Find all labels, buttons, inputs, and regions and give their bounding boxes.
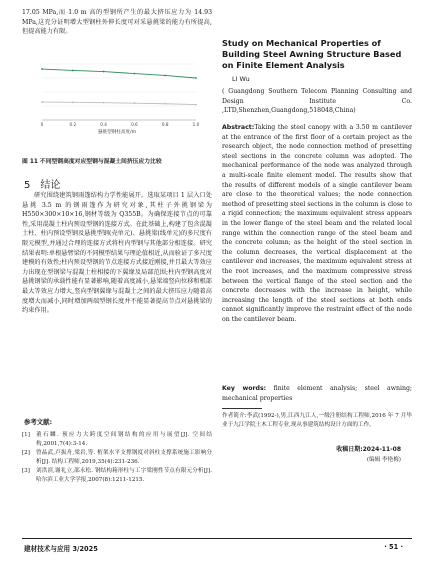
- abstract-text: Taking the steel canopy with a 3.50 m cantilever at the entrance of the first floor of a certain project as the research object, the node connection method of presetting steel sections in the concrete column was adopted. The mechanical performance of the node was analyzed through a multi-scale finite element model. The results show that the results of different models of a single cantilever beam are close to the theoretical values; the node connection method of presetting steel sections in the column is close to a rigid connection; the maximum equivalent stress appears in the lower flange of the steel beam and the related local range within the connection range of the steel beam and the concrete column; as the height of the steel section in the column decreases, the vertical displacement at the cantilever end increases, the maximum equivalent stress at the root increases, and the maximum compressive stress between the vertical flange of the steel section and the concrete decreases with the increase in height, while increasing the length of the steel sections at both ends cannot significantly improve the restraint effect of the node on the cantilever beam.: [222, 124, 412, 323]
- chart-x-ticks: [41, 122, 200, 127]
- footer-page-number: · 51 ·: [384, 543, 403, 551]
- references-list: [22, 431, 212, 486]
- x-tick-label: 0.2: [69, 122, 77, 127]
- english-author: LI Wu: [232, 75, 250, 83]
- reference-text: 董石麟. 预应力大跨度空间钢结构的应用与展望[J]. 空间结构,2001,7(4):3-14.: [36, 432, 212, 447]
- reference-number: [1]: [22, 432, 30, 438]
- x-tick-label: 0.4: [100, 122, 107, 127]
- top-paragraph: 17.05 MPa,而 1.0 m 高的型钢所产生的最大挤压应力为 14.93 MPa,这充分证明增大型钢柱外伸长度可对采悬挑梁的能力有所提高,但提高能力有限。: [22, 9, 212, 36]
- series-1-point: [103, 71, 105, 73]
- reference-text: 曾晶武,卢振舟,梁岩,等. 桁架水平支撑钢度对斜柱支撑系统施工影响分析[J]. 结构工程师,2019,35(4):231-236.: [36, 450, 212, 465]
- chart-x-label: 悬挑型钢柱高度/m: [97, 130, 137, 135]
- series-line-2: [42, 102, 196, 105]
- series-1-point: [134, 73, 136, 75]
- conclusion-paragraph: 研究围绕建筑钢雨篷结构力学性能展开。选取某项目 1 层入口处悬挑 3.5 m 的钢雨篷作为研究对象,其柱子外挑钢梁为 H550×300×10×16,钢材等级为 Q355B。为确保连接节点的可靠性,采用混凝土柱内预设型钢的连接方式。在此基础上,构建了包含混凝土柱、柱内预设型钢及悬挑型钢(壳单元)、悬挑梁(线单元)的多尺度有限元模型,并通过合理的连接方式将柱内型钢与其他部分相连接。研究结果表明:单根悬臂梁的不同模型结果与理论值相近,从而验证了多尺度建模的有效性;柱内预设型钢的节点连接方式接近刚接,并且最大等效应力出现在型钢梁与混凝土柱相接的下翼缘及局部范围;柱内型钢高度对悬挑钢梁的承载性能有显著影响,随着高度减小,悬梁端竖向位移和根部最大等效应力增大,竖向型钢翼缘与混凝土之间的最大挤压应力随着高度增大而减小,同时增加两端型钢长度并不能显著提高节点对悬挑梁的约束作用。: [22, 192, 212, 315]
- x-tick-label: 0.8: [161, 122, 169, 127]
- footer-journal: 建材技术与应用 3/2025: [24, 545, 98, 553]
- english-affiliation: ( Guangdong Southern Telecom Planning Consulting and Design Institute Co. ,LTD,Shenzhen,Guangdong,518048,China): [222, 88, 412, 115]
- references-title: 参考文献:: [24, 418, 53, 426]
- abstract-label: Abstract:: [222, 124, 255, 131]
- keywords-label: Key words:: [222, 385, 267, 392]
- series-2-point: [164, 103, 166, 105]
- x-tick-label: 0.6: [131, 122, 138, 127]
- author-bio: 作者简介:李武(1992-),男,江西九江人,一级注册结构工程师,2016 年 7 月毕业于九江学院土木工程专业,现从事建筑结构设计方面的工作。: [222, 413, 412, 428]
- reference-item: [22, 467, 212, 484]
- bio-divider: [222, 408, 262, 409]
- chart-series: [41, 68, 197, 105]
- reference-text: 刘洪滨,谢礼立,邵永松. 钢结构箱形柱与工字梁刚性节点有限元分析[J]. 哈尔滨工业大学学报,2007(8):1211-1215.: [36, 468, 212, 483]
- footer-divider: [22, 538, 412, 539]
- series-2-point: [195, 104, 197, 106]
- section-number: 5: [24, 180, 31, 191]
- section-title: 结论: [40, 180, 61, 191]
- section-heading: [24, 176, 60, 191]
- series-line-1: [42, 69, 196, 78]
- series-2-point: [134, 102, 136, 104]
- keywords-text: finite element analysis; steel awning; mechanical properties: [222, 385, 413, 402]
- english-title: Study on Mechanical Properties of Building Steel Awning Structure Based on Finite Element Analysis: [222, 38, 402, 71]
- reference-item: [22, 449, 212, 466]
- series-2-point: [41, 101, 43, 103]
- x-tick-label: 1.0: [192, 122, 200, 127]
- editor-credit: (编辑 李艳梅): [366, 457, 401, 463]
- english-keywords: [222, 384, 412, 403]
- series-1-point: [72, 70, 74, 72]
- series-1-point: [195, 77, 197, 79]
- reference-number: [3]: [22, 468, 30, 475]
- received-date: 收稿日期:2024-11-08: [336, 446, 401, 453]
- x-tick-label: 0: [40, 122, 44, 127]
- english-abstract: [222, 123, 412, 324]
- reference-number: [2]: [22, 450, 30, 457]
- reference-item: [22, 431, 212, 448]
- series-2-point: [72, 101, 74, 103]
- series-2-point: [103, 102, 105, 104]
- line-chart: [28, 60, 206, 135]
- figure-caption: 图 11 不同型钢高度对应型钢与混凝土间挤压应力比较: [22, 159, 162, 165]
- series-1-point: [41, 68, 43, 70]
- series-1-point: [164, 75, 166, 77]
